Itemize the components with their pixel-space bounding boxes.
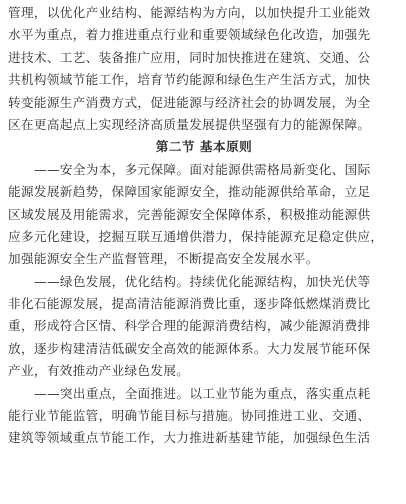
text-line: 进技术、工艺、装备推广应用，同时加快推进在建筑、交通、公 [8,49,371,65]
principle-first-line [8,271,400,293]
text-line: 应多元化建设，挖掘互联互通增供潜力，保持能源充足稳定供应， [8,228,384,244]
text-line: 能源发展新趋势，保障国家能源安全，推动能源供给革命，立足 [8,184,371,200]
principle-heading: ——安全为本，多元保障。 [34,161,190,177]
text-line: 非化石能源发展，提高清洁能源消费比重，逐步降低燃煤消费比 [8,296,371,312]
text-line: 管理，以优化产业结构、能源结构为方向，以加快提升工业能效 [8,5,371,20]
principle-focus [8,383,400,450]
text-line: 重，形成符合区情、科学合理的能源消费结构，减少能源消费排 [8,318,371,334]
text-line: 产业，有效推动产业绿色发展。 [8,363,190,379]
text-line: 转变能源生产消费方式，促进能源与经济社会的协调发展，为全 [8,94,371,110]
principle-heading: ——突出重点，全面推进。 [34,385,190,401]
principle-text: 面对能源供需格局新变化、国际 [189,161,371,177]
intro-paragraph [8,2,400,136]
text-line: 区在更高起点上实现经济高质量发展提供坚强有力的能源保障。 [8,116,371,132]
text-line: 能行业节能监管，明确节能目标与措施。协同推进工业、交通、 [8,408,371,424]
principle-text: 以工业节能为重点，落实重点耗 [189,385,371,401]
text-line: 水平为重点，着力推进重点行业和重要领域绿色化改造，加强先 [8,27,371,43]
principle-first-line [8,159,400,181]
principle-first-line [8,383,400,405]
principle-heading: ——绿色发展，优化结构。 [34,273,190,289]
text-line: 加强能源安全生产监督管理，不断提高安全发展水平。 [8,251,319,267]
text-line: 放，逐步构建清洁低碳安全高效的能源体系。大力发展节能环保 [8,340,371,356]
text-line: 区域发展及用能需求，完善能源安全保障体系，积极推动能源供 [8,206,371,222]
text-line: 建筑等领域重点节能工作，大力推进新基建节能，加强绿色生活 [8,430,371,446]
principle-green [8,271,400,383]
section-title: 第二节 基本原则 [155,139,253,155]
text-line: 共机构领域节能工作，培育节约能源和绿色生产生活方式，加快 [8,72,371,88]
principle-text: 持续优化能源结构，加快光伏等 [189,273,371,289]
principle-safety [8,159,400,271]
document-page [8,2,400,450]
